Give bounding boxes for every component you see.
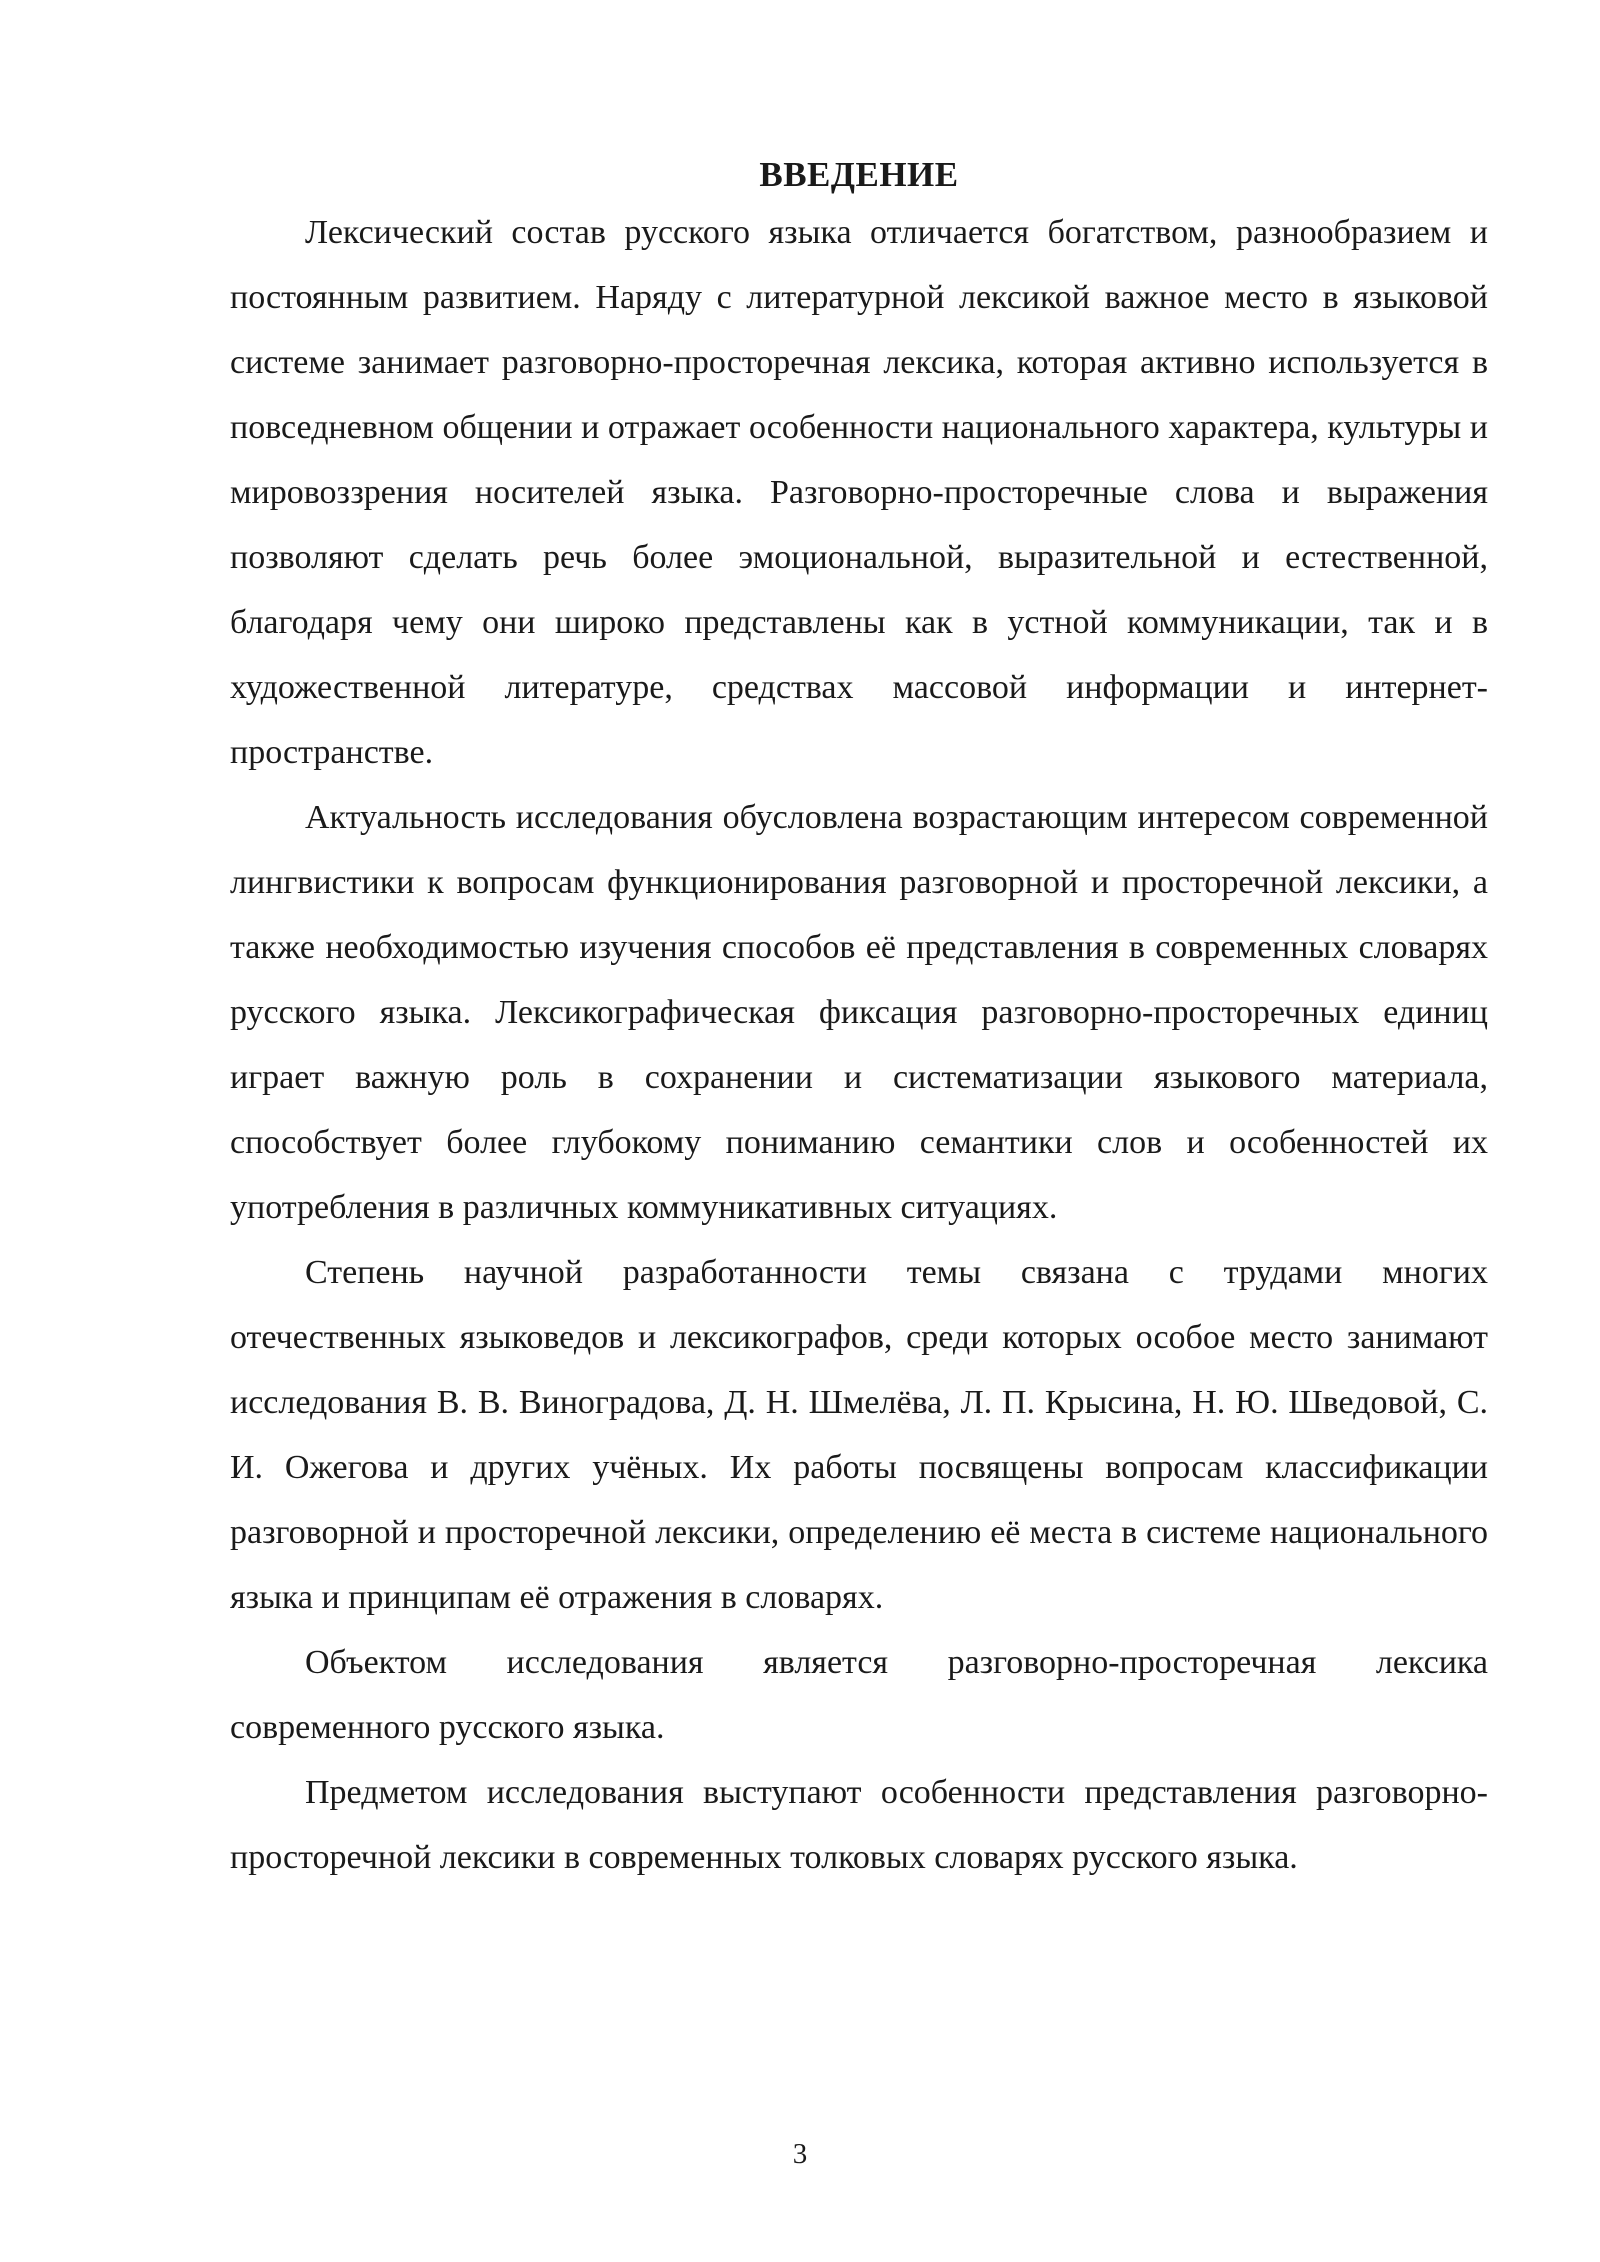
paragraph-research-degree: Степень научной разработанности темы связана с трудами многих отечественных языковедов и лексикографов, среди которых особое место занимают исследования В. В. Виноградова, Д. Н. Шмелёва, Л. П. Крысина, Н. Ю. Шведовой, С. И. Ожегова и других учёных. Их работы посвящены вопросам классификации разговорной и просторечной лексики, определению её места в системе национального языка и принципам её отражения в словарях. [230, 1254, 1488, 1616]
paragraph-relevance: Актуальность исследования обусловлена возрастающим интересом современной лингвистики к вопросам функционирования разговорной и просторечной лексики, а также необходимостью изучения способов её представления в современных словарях русского языка. Лексикографическая фиксация разговорно-просторечных единиц играет важную роль в сохранении и систематизации языкового материала, способствует более глубокому пониманию семантики слов и особенностей их употребления в различных коммуникативных ситуациях. [230, 799, 1488, 1226]
section-heading: ВВЕДЕНИЕ [759, 155, 959, 194]
paragraph-subject: Предметом исследования выступают особенности представления разговорно-просторечной лексики в современных толковых словарях русского языка. [230, 1774, 1488, 1876]
page-content [230, 150, 1488, 1890]
page-number: 3 [792, 2138, 808, 2170]
paragraph-object: Объектом исследования является разговорно-просторечная лексика современного русского языка. [230, 1644, 1488, 1746]
paragraph-intro: Лексический состав русского языка отличается богатством, разнообразием и постоянным развитием. Наряду с литературной лексикой важное место в языковой системе занимает разговорно-просторечная лексика, которая активно используется в повседневном общении и отражает особенности национального характера, культуры и мировоззрения носителей языка. Разговорно-просторечные слова и выражения позволяют сделать речь более эмоциональной, выразительной и естественной, благодаря чему они широко представлены как в устной коммуникации, так и в художественной литературе, средствах массовой информации и интернет-пространстве. [230, 214, 1488, 771]
